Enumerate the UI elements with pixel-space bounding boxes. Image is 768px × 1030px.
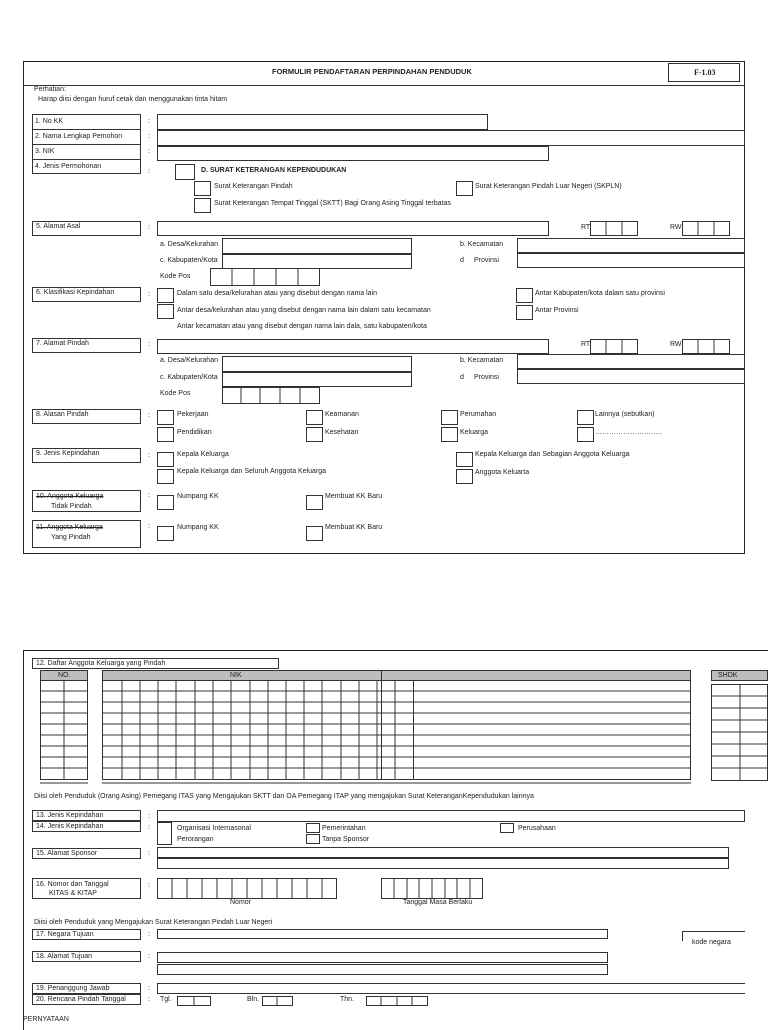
colon: : (148, 291, 150, 298)
rw-label: RW (670, 224, 682, 231)
keluarga-checkbox[interactable] (441, 427, 458, 442)
klasifikasi-opt1-checkbox[interactable] (157, 288, 174, 303)
lainnya-dots: ……………………….. (595, 429, 662, 436)
nomor-label: Nomor (230, 899, 252, 906)
rw-asal-boxes[interactable] (682, 221, 730, 236)
desa-label: a. Desa/Kelurahan (160, 357, 218, 364)
colon: : (148, 118, 150, 125)
label-alasan-pindah: 8. Alasan Pindah (32, 409, 141, 424)
label-divider (32, 129, 141, 130)
label-no-kk: 1. No KK (35, 118, 64, 125)
kepala-seluruh-label: Kepala Keluarga dan Seluruh Anggota Keluarga (177, 468, 327, 475)
kesehatan-label: Kesehatan (325, 429, 359, 436)
label-nama-pemohon: 2. Nama Lengkap Pemohon (35, 133, 123, 140)
anggota-keluarga-label: Anggota Keluarta (475, 469, 530, 476)
kk-baru-pindah-checkbox[interactable] (306, 526, 323, 541)
skpln-checkbox[interactable] (456, 181, 473, 196)
colon: : (148, 492, 150, 499)
perusahaan-checkbox[interactable] (500, 823, 514, 833)
tanggal-kitas-boxes[interactable] (381, 878, 483, 899)
colon: : (148, 452, 150, 459)
attention-text: Harap diisi dengan huruf cetak dan menggunakan tinta hitam (38, 96, 228, 103)
colon: : (148, 850, 150, 857)
bln-label: Bln. (247, 996, 260, 1003)
kodepos-asal-boxes[interactable] (210, 268, 320, 286)
label-anggota-tidak-pindah (32, 490, 141, 512)
kodepos-pindah-boxes[interactable] (222, 387, 320, 404)
kepala-keluarga-label: Kepala Keluarga (177, 451, 229, 458)
rw-label: RW (670, 341, 682, 348)
alamat-pindah-input[interactable] (157, 339, 549, 354)
negara-tujuan-input[interactable] (157, 929, 608, 939)
label-15-alamat-sponsor: 15. Alamat Sponsor (32, 848, 141, 859)
label-alamat-asal: 5. Alamat Asal (32, 221, 141, 236)
kesehatan-checkbox[interactable] (306, 427, 323, 442)
klasifikasi-opt4-label: Antar Kabupaten/kota dalam satu provinsi (535, 290, 665, 297)
rt-label: RT (581, 341, 591, 348)
kecamatan-asal-input[interactable] (517, 238, 745, 253)
rt-asal-boxes[interactable] (590, 221, 638, 236)
label-13-jenis-kepindahan: 13. Jenis Kepindahan (32, 810, 141, 821)
note-orang-asing: Diisi oleh Penduduk (Orang Asing) Pemegang ITAS yang Mengajukan SKTT dan OA Pemegang ITAP yang mengajukan Surat KeteranganKependudukan lainnya (34, 793, 534, 800)
label-anggota-pindah (32, 520, 141, 548)
klasifikasi-opt2-label: Antar desa/kelurahan atau yang disebut dengan nama lain dalam satu kecamatan (177, 307, 431, 314)
penanggung-jawab-input[interactable] (157, 983, 745, 994)
pekerjaan-checkbox[interactable] (157, 410, 174, 425)
label-jenis-permohonan: 4. Jenis Permohonan (35, 163, 102, 170)
col-shdk-header: SHDK (718, 672, 738, 679)
kepala-seluruh-checkbox[interactable] (157, 469, 174, 484)
provinsi-label: Provinsi (474, 374, 499, 381)
klasifikasi-opt4-checkbox[interactable] (516, 288, 533, 303)
colon: : (148, 931, 150, 938)
desa-asal-input[interactable] (222, 238, 412, 254)
perumahan-label: Perumahan (460, 411, 497, 418)
colon: : (148, 412, 150, 419)
label-19-penanggung-jawab: 19. Penanggung Jawab (32, 983, 141, 994)
label-18-alamat-tujuan: 18. Alamat Tujuan (32, 951, 141, 962)
form-code: F-1.03 (694, 68, 716, 77)
label-divider (32, 159, 141, 160)
label-klasifikasi: 6. Klasifikasi Kepindahan (32, 287, 141, 302)
kode-negara-label: kode negara (692, 939, 731, 946)
org-intl-label: Organisasi Internasonal (177, 825, 251, 832)
pemerintahan-checkbox[interactable] (306, 823, 320, 833)
form-title: FORMULIR PENDAFTARAN PERPINDAHAN PENDUDUK (272, 67, 472, 76)
perusahaan-label: Perusahaan (518, 825, 556, 832)
klasifikasi-opt5-label: Antar Provinsi (535, 307, 579, 314)
anggota-keluarga-checkbox[interactable] (456, 469, 473, 484)
alamat-tujuan-input-1[interactable] (157, 952, 608, 963)
jenis-permohonan-checkbox[interactable] (175, 164, 195, 180)
pernyataan-label: PERNYATAAN (23, 1016, 69, 1023)
numpang-kk-tidak-pindah-checkbox[interactable] (157, 495, 174, 510)
colon: : (148, 813, 150, 820)
jenis-13-input[interactable] (157, 810, 745, 822)
desa-pindah-input[interactable] (222, 356, 412, 372)
alamat-sponsor-input-2[interactable] (157, 858, 729, 869)
provinsi-pindah-input[interactable] (517, 369, 745, 384)
label-17-negara-tujuan: 17. Negara Tujuan (32, 929, 141, 940)
klasifikasi-opt3-label: Antar kecamatan atau yang disebut dengan nama lain dala, satu kabupaten/kota (177, 323, 427, 330)
kepala-sebagian-checkbox[interactable] (456, 452, 473, 467)
provinsi-prefix: d (460, 257, 464, 264)
kk-baru-label: Membuat KK Baru (325, 493, 383, 500)
colon: : (148, 148, 150, 155)
sktt-checkbox[interactable] (194, 198, 211, 213)
col-nik-header: NIK (230, 672, 242, 679)
kecamatan-label: b. Kecamatan (460, 357, 504, 364)
rt-label: RT (581, 224, 591, 231)
keamanan-checkbox[interactable] (306, 410, 323, 425)
tgl-label: Tgl. (160, 996, 172, 1003)
keamanan-label: Keamanan (325, 411, 359, 418)
org-intl-checkbox[interactable] (157, 822, 172, 845)
anggota-table[interactable] (40, 670, 768, 785)
thn-label: Thn. (340, 996, 355, 1003)
no-kk-input[interactable] (157, 114, 488, 130)
lainnya-extra-checkbox[interactable] (577, 427, 594, 442)
numpang-kk-label: Numpang KK (177, 493, 219, 500)
desa-label: a. Desa/Kelurahan (160, 241, 218, 248)
keluarga-label: Keluarga (460, 429, 489, 436)
anggota-pindah-line2: Yang Pindah (51, 534, 91, 541)
nik-input[interactable] (157, 146, 549, 161)
surat-keterangan-heading: D. SURAT KETERANGAN KEPENDUDUKAN (201, 167, 347, 174)
kepala-keluarga-checkbox[interactable] (157, 452, 174, 467)
rw-pindah-boxes[interactable] (682, 339, 730, 354)
provinsi-label: Provinsi (474, 257, 499, 264)
tanpa-sponsor-checkbox[interactable] (306, 834, 320, 844)
provinsi-asal-input[interactable] (517, 253, 745, 268)
col-no-header: NO. (58, 672, 71, 679)
kodepos-label: Kode Pos (160, 273, 191, 280)
nama-pemohon-input[interactable] (157, 130, 745, 146)
label-daftar-anggota: 12. Daftar Anggota Keluarga yang Pindah (32, 658, 279, 669)
tgl-boxes[interactable] (177, 996, 211, 1006)
sktt-label: Surat Keterangan Tempat Tinggal (SKTT) Bagi Orang Asing Tinggal terbatas (214, 200, 451, 207)
thn-boxes[interactable] (366, 996, 428, 1006)
kitas-line2: KITAS & KITAP (49, 890, 97, 897)
colon: : (148, 882, 150, 889)
kk-baru-tidak-pindah-checkbox[interactable] (306, 495, 323, 510)
colon: : (148, 224, 150, 231)
provinsi-prefix: d (460, 374, 464, 381)
tanpa-sponsor-label: Tanpa Sponsor (322, 836, 370, 843)
label-16-kitas (32, 878, 141, 899)
rt-pindah-boxes[interactable] (590, 339, 638, 354)
numpang-kk-label: Numpang KK (177, 524, 219, 531)
colon: : (148, 133, 150, 140)
pemerintahan-label: Pemerintahan (322, 825, 366, 832)
label-20-rencana-pindah: 20. Rencana Pindah Tanggal (32, 994, 141, 1005)
klasifikasi-opt2-checkbox[interactable] (157, 304, 174, 319)
kk-baru-label: Membuat KK Baru (325, 524, 383, 531)
label-jenis-kepindahan: 9. Jenis Kepindahan (32, 448, 141, 463)
colon: : (148, 341, 150, 348)
pendidikan-checkbox[interactable] (157, 427, 174, 442)
surat-pindah-label: Surat Keterangan Pindah (214, 183, 293, 190)
pekerjaan-label: Pekerjaan (177, 411, 209, 418)
kecamatan-pindah-input[interactable] (517, 354, 745, 369)
lainnya-label: Lainnya (sebutkan) (595, 411, 655, 418)
anggota-tidak-pindah-line1: 10. Anggota Keluarga (36, 493, 104, 500)
kabupaten-label: c. Kabupaten/Kota (160, 257, 218, 264)
colon: : (148, 985, 150, 992)
colon: : (148, 168, 150, 175)
tanggal-masa-label: Tanggal Masa Berlaku (403, 899, 473, 906)
kitas-line1: 16. Nomor dan Tanggal (36, 881, 109, 888)
kepala-sebagian-label: Kepala Keluarga dan Sebagian Anggota Keluarga (475, 451, 630, 458)
kabupaten-pindah-input[interactable] (222, 372, 412, 387)
skpln-label: Surat Keterangan Pindah Luar Negeri (SKPLN) (475, 183, 622, 190)
kecamatan-label: b. Kecamatan (460, 241, 504, 248)
kabupaten-label: c. Kabupaten/Kota (160, 374, 218, 381)
kodepos-label: Kode Pos (160, 390, 191, 397)
colon: : (148, 824, 150, 831)
numpang-kk-pindah-checkbox[interactable] (157, 526, 174, 541)
kabupaten-asal-input[interactable] (222, 254, 412, 269)
colon: : (148, 996, 150, 1003)
alamat-asal-input[interactable] (157, 221, 549, 236)
klasifikasi-opt5-checkbox[interactable] (516, 305, 533, 320)
klasifikasi-opt1-label: Dalam satu desa/kelurahan atau yang disebut dengan nama lain (177, 290, 378, 297)
title-divider (23, 85, 745, 86)
colon: : (148, 953, 150, 960)
perorangan-label: Perorangan (177, 836, 214, 843)
attention-label: Perhatian: (34, 86, 66, 93)
note-skpln: Diisi oleh Penduduk yang Mengajukan Surat Keterangan Pindah Luar Negeri (34, 919, 273, 926)
bln-boxes[interactable] (262, 996, 293, 1006)
label-alamat-pindah: 7. Alamat Pindah (32, 338, 141, 353)
alamat-sponsor-input-1[interactable] (157, 847, 729, 858)
label-14-jenis-kepindahan: 14. Jenis Kepindahan (32, 821, 141, 832)
anggota-pindah-line1: 11. Anggota Keluarga (36, 524, 103, 531)
pendidikan-label: Pendidikan (177, 429, 212, 436)
nomor-kitas-boxes[interactable] (157, 878, 337, 899)
anggota-tidak-pindah-line2: Tidak Pindah (51, 503, 92, 510)
colon: : (148, 523, 150, 530)
label-divider (32, 144, 141, 145)
perumahan-checkbox[interactable] (441, 410, 458, 425)
lainnya-checkbox[interactable] (577, 410, 594, 425)
alamat-tujuan-input-2[interactable] (157, 964, 608, 975)
surat-pindah-checkbox[interactable] (194, 181, 211, 196)
label-nik: 3. NIK (35, 148, 55, 155)
